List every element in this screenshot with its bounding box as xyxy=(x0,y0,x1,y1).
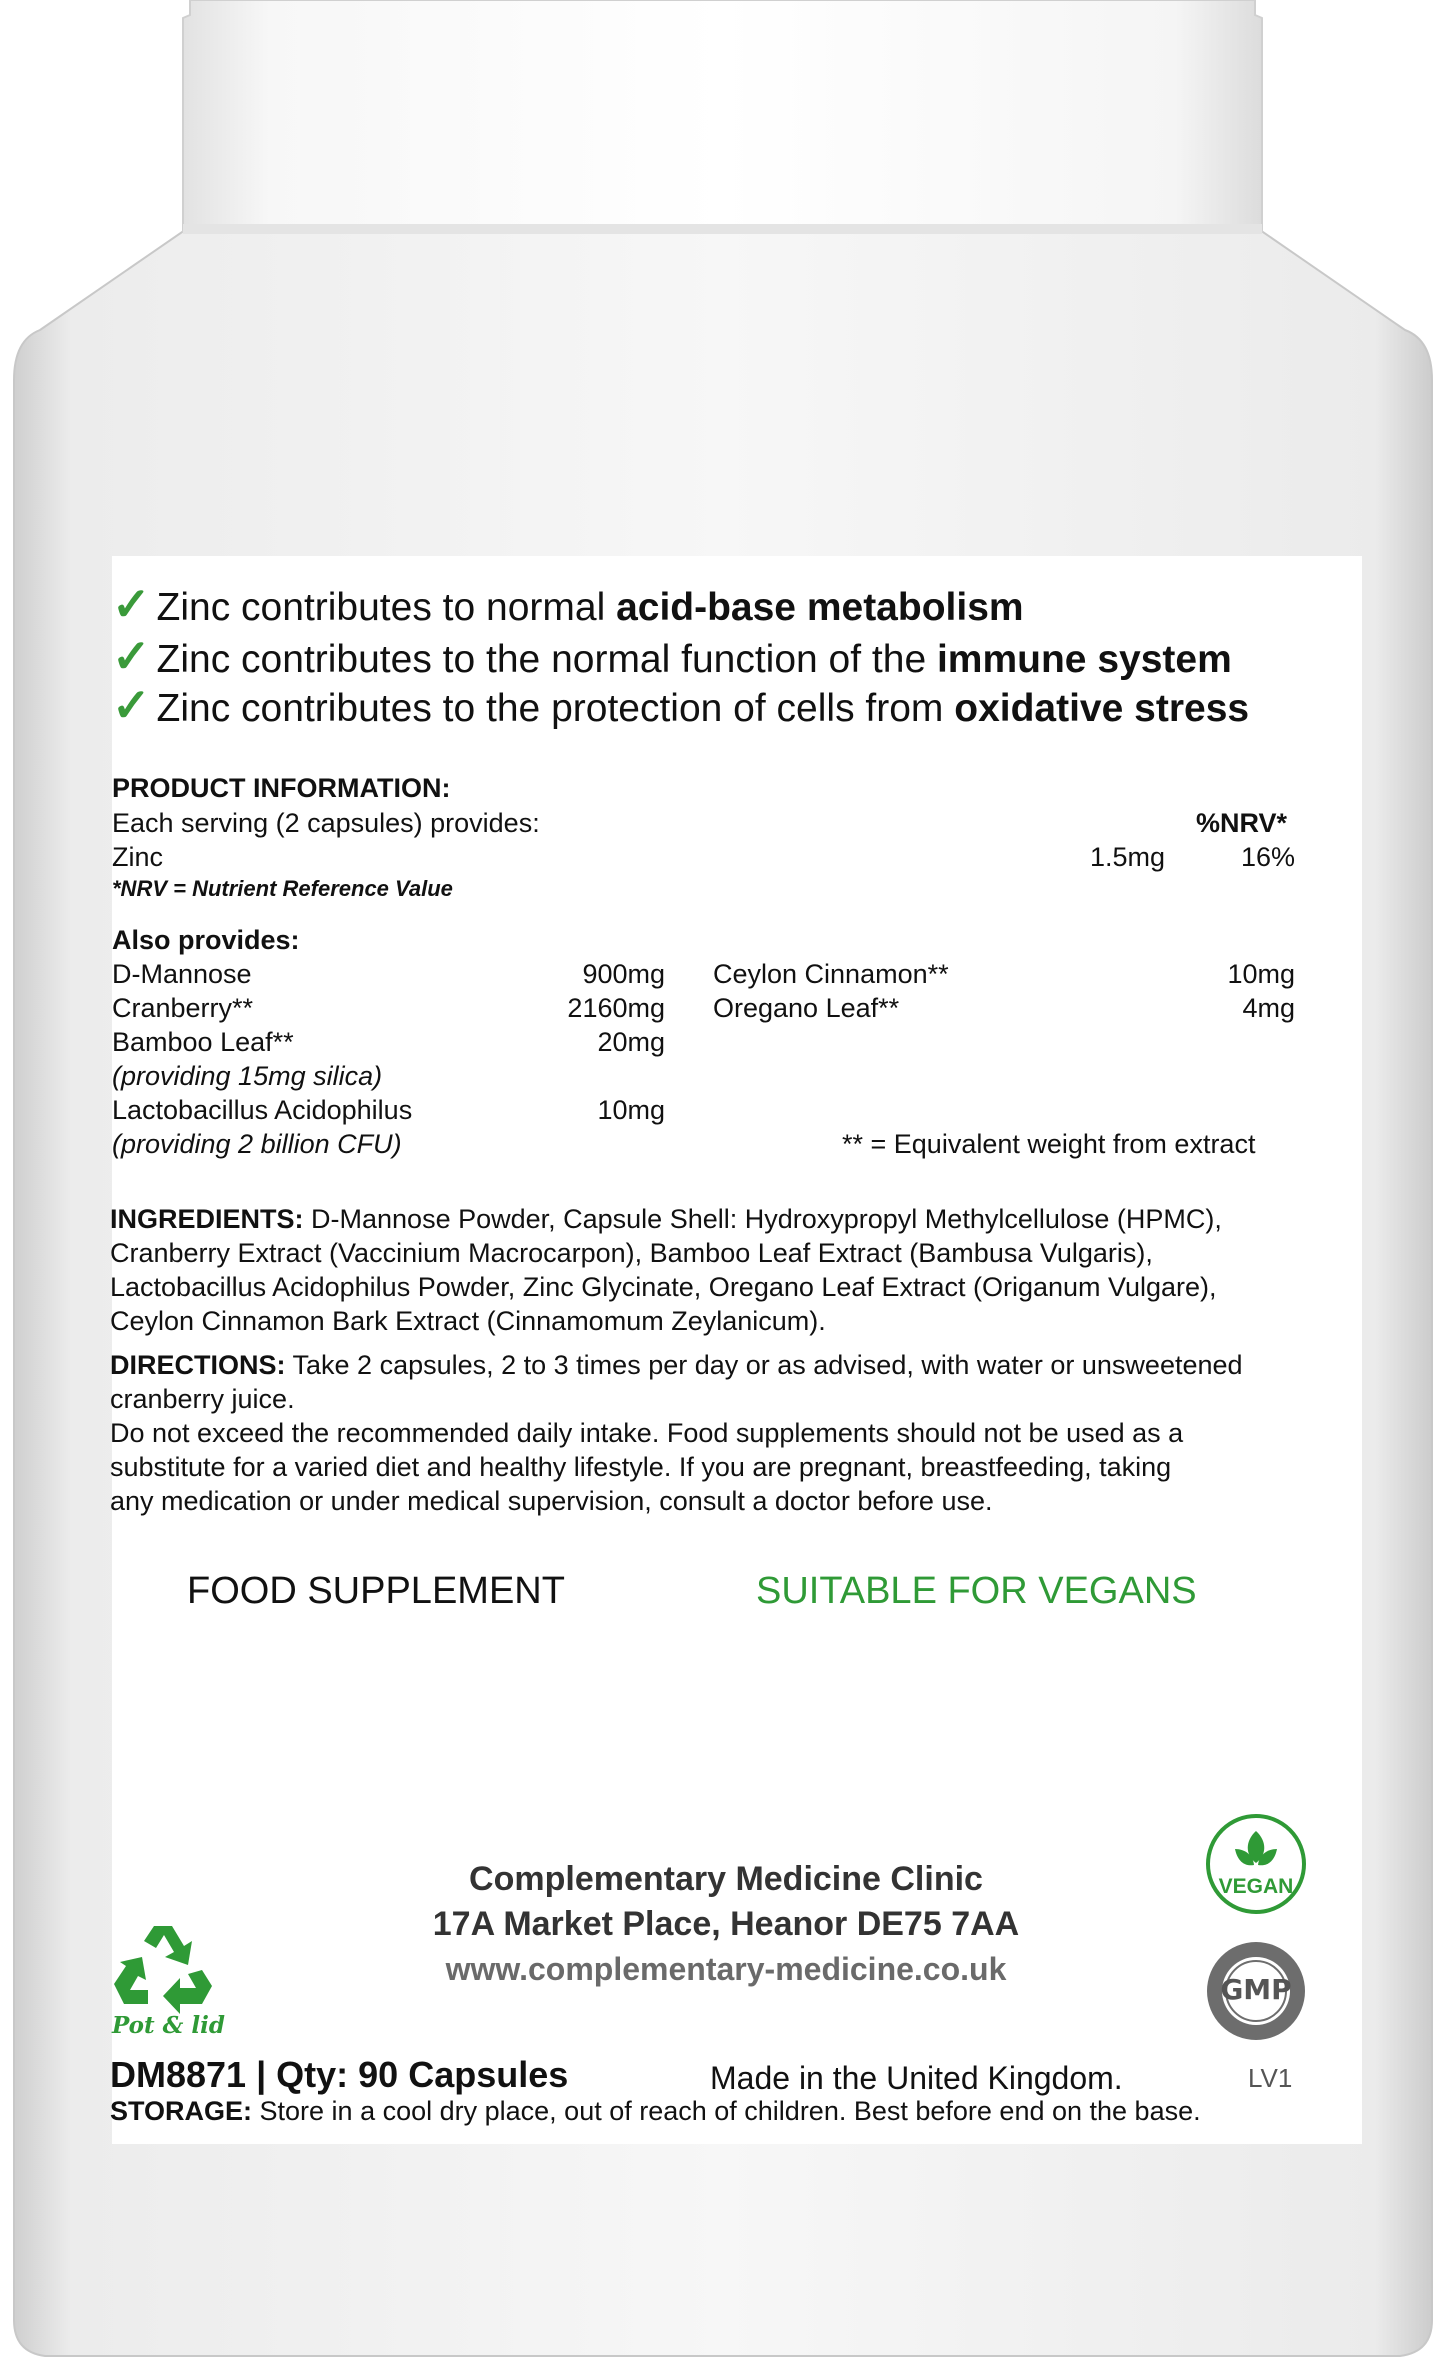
checkmark-icon: ✓ xyxy=(112,630,151,682)
zinc-nrv: 16% xyxy=(1240,842,1295,872)
checkmark-icon: ✓ xyxy=(112,578,151,630)
also-item-amount: 900mg xyxy=(582,959,665,989)
directions-line: Do not exceed the recommended daily intake. Food supplements should not be used as a xyxy=(110,1418,1184,1448)
also-item-note: (providing 15mg silica) xyxy=(112,1061,383,1091)
claim-1: ✓ Zinc contributes to normal acid-base metabolism xyxy=(112,578,1024,630)
checkmark-icon: ✓ xyxy=(112,679,151,731)
also-item-name: Bamboo Leaf** xyxy=(112,1027,294,1057)
product-code: DM8871 | Qty: 90 Capsules xyxy=(110,2054,569,2095)
ingredients-line: Lactobacillus Acidophilus Powder, Zinc Glycinate, Oregano Leaf Extract (Origanum Vulgare), xyxy=(110,1272,1217,1302)
claim-2: ✓ Zinc contributes to the normal function of the immune system xyxy=(112,630,1232,682)
also-item-name: Cranberry** xyxy=(112,993,254,1023)
also-item-note: (providing 2 billion CFU) xyxy=(112,1129,402,1159)
ingredients-line: INGREDIENTS: D-Mannose Powder, Capsule Shell: Hydroxypropyl Methylcellulose (HPMC), xyxy=(110,1204,1222,1234)
made-in-text: Made in the United Kingdom. xyxy=(710,2060,1123,2096)
nrv-note: *NRV = Nutrient Reference Value xyxy=(112,876,453,901)
zinc-amount: 1.5mg xyxy=(1089,842,1165,872)
directions-line: any medication or under medical supervision, consult a doctor before use. xyxy=(110,1486,993,1516)
directions-line: substitute for a varied diet and healthy lifestyle. If you are pregnant, breastfeeding, taking xyxy=(110,1452,1172,1482)
zinc-name: Zinc xyxy=(112,842,164,872)
also-item-name: D-Mannose xyxy=(112,959,252,989)
vegan-logo-icon xyxy=(1205,1813,1307,1915)
also-item-name: Ceylon Cinnamon** xyxy=(713,959,949,989)
also-item-name: Lactobacillus Acidophilus xyxy=(112,1095,413,1125)
bottle-cap xyxy=(183,0,1262,232)
nrv-header: %NRV* xyxy=(1196,808,1288,838)
recycle-icon xyxy=(108,1920,218,2015)
recycle-caption: Pot & lid xyxy=(112,2012,225,2039)
also-provides-heading: Also provides: xyxy=(112,925,300,955)
also-item-amount: 4mg xyxy=(1242,993,1295,1023)
vegan-logo-text: VEGAN xyxy=(1218,1875,1294,1898)
suitable-for-vegans-text: SUITABLE FOR VEGANS xyxy=(756,1570,1197,1612)
also-item-name: Oregano Leaf** xyxy=(713,993,900,1023)
company-website: www.complementary-medicine.co.uk xyxy=(445,1951,1007,1987)
also-item-amount: 10mg xyxy=(1227,959,1295,989)
also-item-amount: 10mg xyxy=(597,1095,665,1125)
extract-note: ** = Equivalent weight from extract xyxy=(842,1129,1256,1159)
claim-3: ✓ Zinc contributes to the protection of cells from oxidative stress xyxy=(112,679,1250,731)
directions-line: cranberry juice. xyxy=(110,1384,295,1414)
ingredients-line: Ceylon Cinnamon Bark Extract (Cinnamomum Zeylanicum). xyxy=(110,1306,826,1336)
company-name: Complementary Medicine Clinic xyxy=(469,1860,983,1898)
company-address: 17A Market Place, Heanor DE75 7AA xyxy=(432,1905,1020,1943)
also-item-amount: 2160mg xyxy=(567,993,665,1023)
also-item-amount: 20mg xyxy=(597,1027,665,1057)
serving-text: Each serving (2 capsules) provides: xyxy=(112,808,540,838)
gmp-logo-text: GMP xyxy=(1220,1973,1292,2006)
label-version: LV1 xyxy=(1248,2063,1293,2093)
product-info-heading: PRODUCT INFORMATION: xyxy=(112,773,451,803)
storage-line: STORAGE: Store in a cool dry place, out of reach of children. Best before end on the base. xyxy=(110,2096,1201,2126)
ingredients-line: Cranberry Extract (Vaccinium Macrocarpon), Bamboo Leaf Extract (Bambusa Vulgaris), xyxy=(110,1238,1153,1268)
directions-line: DIRECTIONS: Take 2 capsules, 2 to 3 times per day or as advised, with water or unsweetened xyxy=(110,1350,1243,1380)
food-supplement-text: FOOD SUPPLEMENT xyxy=(187,1570,565,1612)
